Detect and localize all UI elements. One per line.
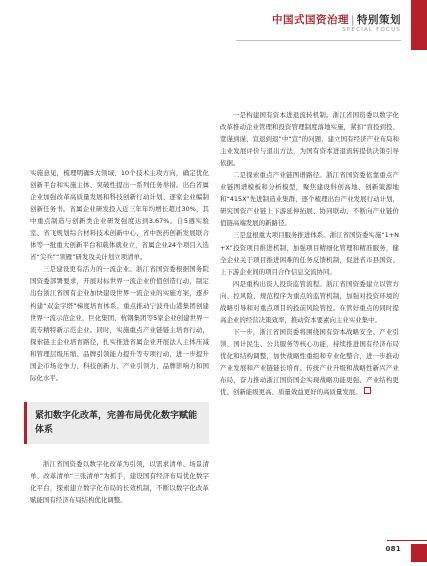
- end-of-article-icon: [364, 387, 371, 394]
- section-title: 特别策划: [357, 14, 401, 26]
- section-heading-box: [24, 402, 209, 444]
- page-header: [0, 0, 427, 46]
- footer-color-tab: [411, 544, 427, 562]
- body-paragraph: [220, 326, 399, 398]
- left-column: [30, 167, 209, 506]
- section-heading: 紧扣数字化改革，完善布局优化数字赋能体系: [35, 410, 198, 435]
- body-paragraph: 三是建设更有活力的一流企业。浙江省国资委根据国务院国资委部署要求，开展对标世界一流企业价值创造行动，制定出台浙江省国有企业加快建设世界一流企业的实施方案，逐步构建“双金字塔”梯度培育体系。重点推动宁波舟山港集团创建世界一流示范企业，巨化集团、杭钢集团等5家企业创建世界一流专精特新示范企业。同时，实施重点产业链链主培育行动，探索链主企业培育路径，扎实推进省属企业开展法人主体压减和管理层级压缩、品牌引领能力提升等专项行动，进一步提升国企市场竞争力、科技创新力、产业引领力、品牌影响力和国际化水平。: [30, 265, 209, 382]
- journal-title: 中国式国资治理: [271, 14, 349, 26]
- section-title-en: SPECIAL FOCUS: [342, 27, 401, 33]
- footer-divider: [387, 540, 427, 541]
- body-paragraph: 一是构建国有资本进退流转机制。浙江省国资委以数字化改革推动企业管理和投资管理制度落地实施，紧扣“盲投到投、宽谨到谨、宣退到退”中“宣”的问题，建立国有经济产业布局和主业发展评价与退出方法，为国有资本进退流转提供决策引导依据。: [220, 111, 399, 168]
- running-head: [272, 12, 401, 27]
- page-number: 081: [385, 545, 401, 553]
- header-divider: [236, 40, 401, 41]
- body-paragraph: 四是重构出资人投资监管流程。浙江省国资委建立以管方向、控风险、规范程序为重点的监管机制，加强对投资环境的战略引导和对重点项目的投前风险管控。在管好重点的同时提高企业的经营决策效率，推动资本要素向主业实业集中。: [220, 279, 399, 324]
- body-paragraph: 二是探索重点产业链图谱路径。浙江省国资委依靠重点产业链图谱模板和分析模型，聚焦建设科创高地、创新策源地和“415X”先进制造业集群，逐个梳理出台产业发展行动计划，研究国资产业链上下游延伸拓展、协同联动，不断向产业链价值链高端发展的新路径。: [220, 171, 399, 228]
- body-paragraph: 实施意见，梳理明确5大领域、10个技术主攻方向，确定优化创新平台和实施主体、突破性提出一系列任务举措。出台省属企业加强改革高质量发展和科技创新行动计划、逐家企业编制创新任务书。省属企业研发投入近三年年均增长超过30%，其中重点制造与创新类企业研发强度达到3.67%。自5週实验室、省飞规划综合材料技术创新中心、省中医药创新发展联合体等一批重大创新平台和载体就业立，省属企业24个项目入选省“尖兵”“领雁”研发攻关计划立项清单。: [30, 169, 209, 262]
- right-column: [220, 109, 399, 398]
- body-paragraph: 三是盘根重大项目服务推进体系。浙江省国资委实施“1+N+X”投资项目推进机制，加强项目精细化管理和精准服务，健全企业关于项目推进困难的任务反馈机制，促进省市县国资、上下游企业间的项目合作信息交流协同。: [220, 231, 399, 276]
- page-footer: [0, 540, 427, 566]
- header-color-tab: [411, 0, 427, 50]
- body-paragraph: 浙江省国资委以数字化改革为引领，以需求清单、场景清单、改革清单“三张清单”为抓手，建设国有经济布局优化数字化平台，探索建立数字化布局的长效机制，不断以数字化改革赋能国有经济布局结构优化调整。: [30, 459, 209, 504]
- header-separator: |: [350, 14, 355, 26]
- closing-paragraph-text: 下一步，浙江省国资委将围绕国有资本战略安全、产业引领、国计民生、公共服务等核心功能，持续推进国有经济布局优化和结构调整，加快战略性重组和专业化整合，进一步推动产业发展和产业链链长培育、传统产业升级和战略性新兴产业布局，奋力推动浙江国资国企实现战略功能更强、产业结构更优、创新能级更高、质量效益更好的高质量发展。: [220, 327, 399, 397]
